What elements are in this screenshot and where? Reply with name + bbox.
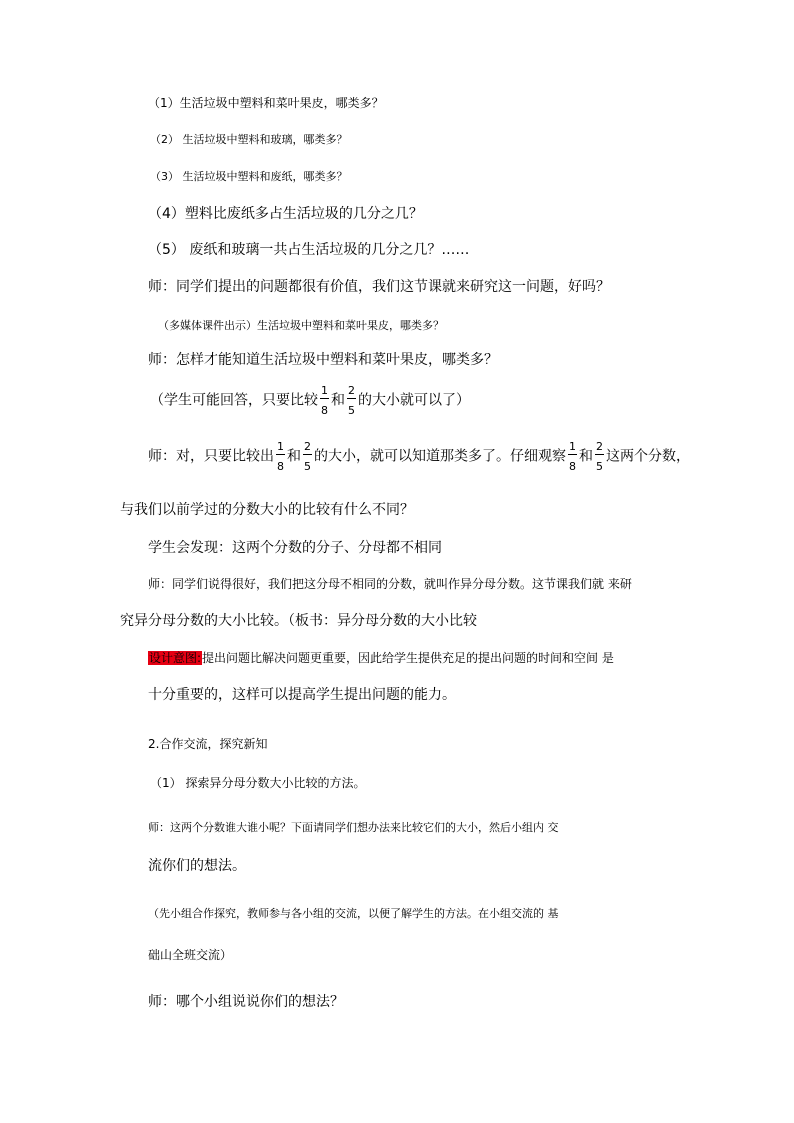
fraction-numerator: 1	[569, 440, 576, 453]
fraction-numerator: 1	[321, 384, 328, 397]
student-answer-line	[150, 385, 470, 416]
courseware-line: （多媒体课件出示）生活垃圾中塑料和菜叶果皮，哪类多？	[158, 319, 444, 332]
fraction-denominator: 5	[348, 404, 355, 417]
teacher-line-3-text-d: 和	[579, 448, 593, 465]
fraction-denominator: 5	[596, 460, 603, 473]
section-heading-2: 2.合作交流，探究新知	[148, 737, 268, 751]
teacher-line-3-continued: 与我们以前学过的分数大小的比较有什么不同？	[120, 502, 414, 518]
question-2: （2） 生活垃圾中塑料和玻璃，哪类多？	[150, 133, 348, 146]
fraction-two-fifths	[347, 385, 356, 416]
question-5: （5） 废纸和玻璃一共占生活垃圾的几分之几？……	[148, 242, 470, 258]
subsection-1: （1） 探索异分母分数大小比较的方法。	[150, 776, 366, 790]
fraction-one-eighth	[320, 385, 329, 416]
fraction-numerator: 2	[596, 440, 603, 453]
teacher-line-4: 师：同学们说得很好，我们把这分母不相同的分数，就叫作异分母分数。这节课我们就 来研	[148, 577, 632, 591]
teacher-line-4-continued: 究异分母分数的大小比较。（板书：异分母分数的大小比较	[120, 613, 477, 629]
teacher-line-6: 师：哪个小组说说你们的想法？	[148, 994, 344, 1010]
student-answer-text-c: 的大小就可以了）	[358, 392, 470, 409]
fraction-two-fifths	[595, 441, 604, 472]
teacher-line-3-text-c: 的大小，就可以知道那类多了。仔细观察	[314, 448, 566, 465]
question-3: （3） 生活垃圾中塑料和废纸，哪类多？	[150, 170, 348, 183]
fraction-numerator: 2	[304, 440, 311, 453]
teacher-line-1: 师：同学们提出的问题都很有价值，我们这节课就来研究这一问题，好吗？	[148, 279, 610, 295]
teacher-line-3-text-e: 这两个分数，	[606, 448, 690, 465]
question-1: （1）生活垃圾中塑料和菜叶果皮，哪类多？	[148, 96, 384, 110]
fraction-denominator: 8	[321, 404, 328, 417]
fraction-numerator: 2	[348, 384, 355, 397]
fraction-two-fifths	[303, 441, 312, 472]
teacher-line-3-text-a: 师：对，只要比较出	[148, 448, 274, 465]
question-4: （4）塑料比废纸多占生活垃圾的几分之几？	[148, 206, 423, 222]
student-answer-text-b: 和	[331, 392, 345, 409]
student-answer-text-a: （学生可能回答，只要比较	[150, 392, 318, 409]
teacher-line-5-continued: 流你们的想法。	[148, 858, 246, 874]
fraction-one-eighth	[276, 441, 285, 472]
fraction-denominator: 5	[304, 460, 311, 473]
teacher-line-3	[148, 441, 690, 472]
design-intent-continued: 十分重要的，这样可以提高学生提出问题的能力。	[148, 687, 456, 703]
design-intent-line	[148, 652, 614, 664]
process-note: （先小组合作探究，教师参与各小组的交流，以便了解学生的方法。在小组交流的 基	[148, 907, 559, 920]
design-intent-label: 设计意图:	[149, 651, 202, 665]
fraction-numerator: 1	[277, 440, 284, 453]
student-discovery-line: 学生会发现：这两个分数的分子、分母都不相同	[148, 540, 442, 556]
fraction-denominator: 8	[277, 460, 284, 473]
process-note-continued: 础山全班交流）	[148, 948, 233, 962]
teacher-line-3-text-b: 和	[287, 448, 301, 465]
teacher-line-2: 师：怎样才能知道生活垃圾中塑料和菜叶果皮，哪类多？	[148, 352, 498, 368]
fraction-one-eighth	[568, 441, 577, 472]
fraction-denominator: 8	[569, 460, 576, 473]
teacher-line-5: 师：这两个分数谁大谁小呢？下面请同学们想办法来比较它们的大小，然后小组内 交	[148, 821, 559, 834]
design-intent-text: 提出问题比解决问题更重要，因此给学生提供充足的提出问题的时间和空间 是	[202, 651, 614, 665]
